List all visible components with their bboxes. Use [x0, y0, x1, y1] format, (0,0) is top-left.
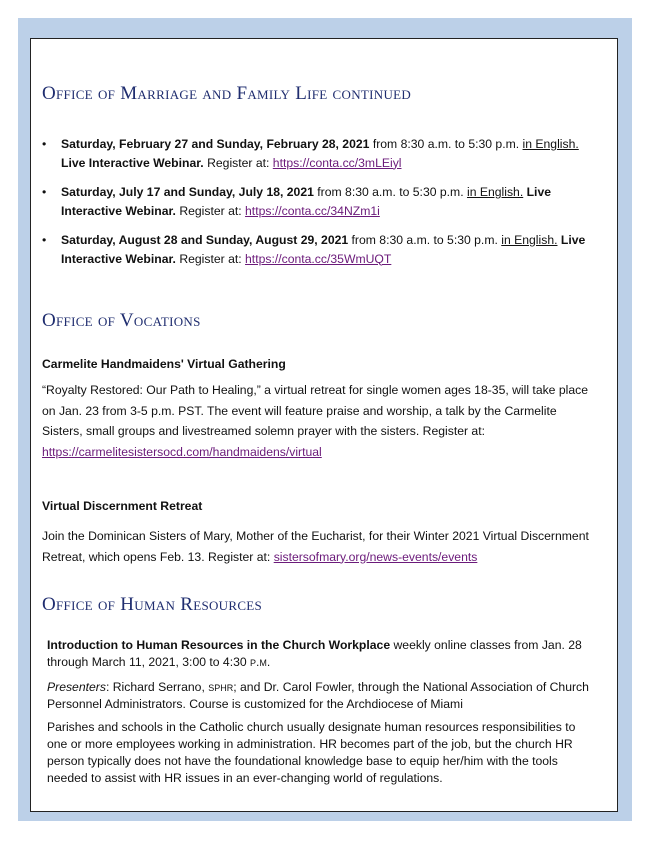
register-link[interactable]: https://carmelitesistersocd.com/handmaidens/virtual [42, 444, 322, 459]
event-body: “Royalty Restored: Our Path to Healing,” a virtual retreat for single women ages 18-35, will take place on Jan. 23 from 3-5 p.m. PST. The event will feature praise and worship, a talk by the Carmelite Sisters, small groups and livestreamed solemn prayer with the sisters. Register at: [42, 383, 588, 438]
event-date: Saturday, August 28 and Sunday, August 29, 2021 [61, 233, 349, 247]
presenters-label: Presenters [47, 680, 106, 694]
hr-heading: Office of Human Resources [42, 594, 263, 615]
page-panel [30, 38, 618, 812]
event-language: in English. [466, 185, 524, 199]
presenters-text-b: ; and Dr. Carol Fowler, through the National Association of Church Personnel Administrators. Course is customized for the Archdiocese of Miami [47, 680, 589, 711]
event-language: in English. [522, 137, 579, 151]
bullet-icon: • [42, 137, 47, 151]
presenters-credential: sphr [208, 680, 234, 694]
event-date: Saturday, February 27 and Sunday, February 28, 2021 [61, 137, 370, 151]
marriage-event-item [42, 183, 602, 220]
event-time: from 8:30 a.m. to 5:30 p.m. [369, 137, 523, 151]
register-link[interactable]: https://conta.cc/3mLEiyl [272, 155, 402, 170]
hr-paragraph: Parishes and schools in the Catholic church usually designate human resources responsibilities to one or more employees working in administration. HR becomes part of the job, but the church HR person typically does not have the foundational knowledge base to equip her/him with the tools needed to assist with HR issues in an ever-changing world of regulations. [47, 720, 576, 785]
marriage-event-item [42, 231, 602, 268]
event-date: Saturday, July 17 and Sunday, July 18, 2021 [61, 185, 314, 199]
register-label: Register at: [203, 155, 273, 170]
page-frame [18, 18, 632, 821]
presenters-text-a: : Richard Serrano, [105, 680, 209, 694]
course-title: Introduction to Human Resources in the Church Workplace [47, 638, 391, 652]
event-format: Live Interactive Webinar. [61, 155, 204, 170]
bullet-icon: • [42, 233, 47, 247]
register-label: Register at: [175, 251, 246, 266]
page-content [31, 39, 617, 811]
hr-presenters [47, 679, 595, 713]
event-title-text: Virtual Discernment Retreat [42, 499, 203, 513]
event-description [42, 526, 598, 567]
event-body: Join the Dominican Sisters of Mary, Mother of the Eucharist, for their Winter 2021 Virtual Discernment Retreat, which opens Feb. 13. Register at: [42, 529, 589, 564]
event-time: from 8:30 a.m. to 5:30 p.m. [313, 185, 467, 199]
marriage-event-item [42, 135, 602, 172]
event-title [42, 355, 602, 374]
event-format: Live Interactive Webinar. [61, 185, 551, 218]
register-link[interactable]: https://conta.cc/35WmUQT [245, 251, 392, 266]
event-time: from 8:30 a.m. to 5:30 p.m. [348, 233, 502, 247]
event-title [42, 497, 602, 516]
bullet-icon: • [42, 185, 47, 199]
marriage-heading: Office of Marriage and Family Life continued [42, 83, 412, 104]
course-time-suffix: p.m. [250, 655, 271, 669]
hr-course-intro [47, 637, 595, 671]
vocations-heading: Office of Vocations [42, 310, 201, 331]
course-schedule: weekly online classes from Jan. 28 through March 11, 2021, 3:00 to 4:30 [47, 638, 582, 669]
event-language: in English. [501, 233, 558, 247]
register-label: Register at: [175, 203, 246, 218]
event-title-text: Carmelite Handmaidens' Virtual Gathering [42, 357, 286, 371]
marriage-event-list [42, 135, 602, 279]
event-format: Live Interactive Webinar. [61, 233, 586, 266]
register-link[interactable]: https://conta.cc/34NZm1i [245, 203, 380, 218]
register-link[interactable]: sistersofmary.org/news-events/events [273, 549, 478, 564]
event-description [42, 380, 598, 462]
